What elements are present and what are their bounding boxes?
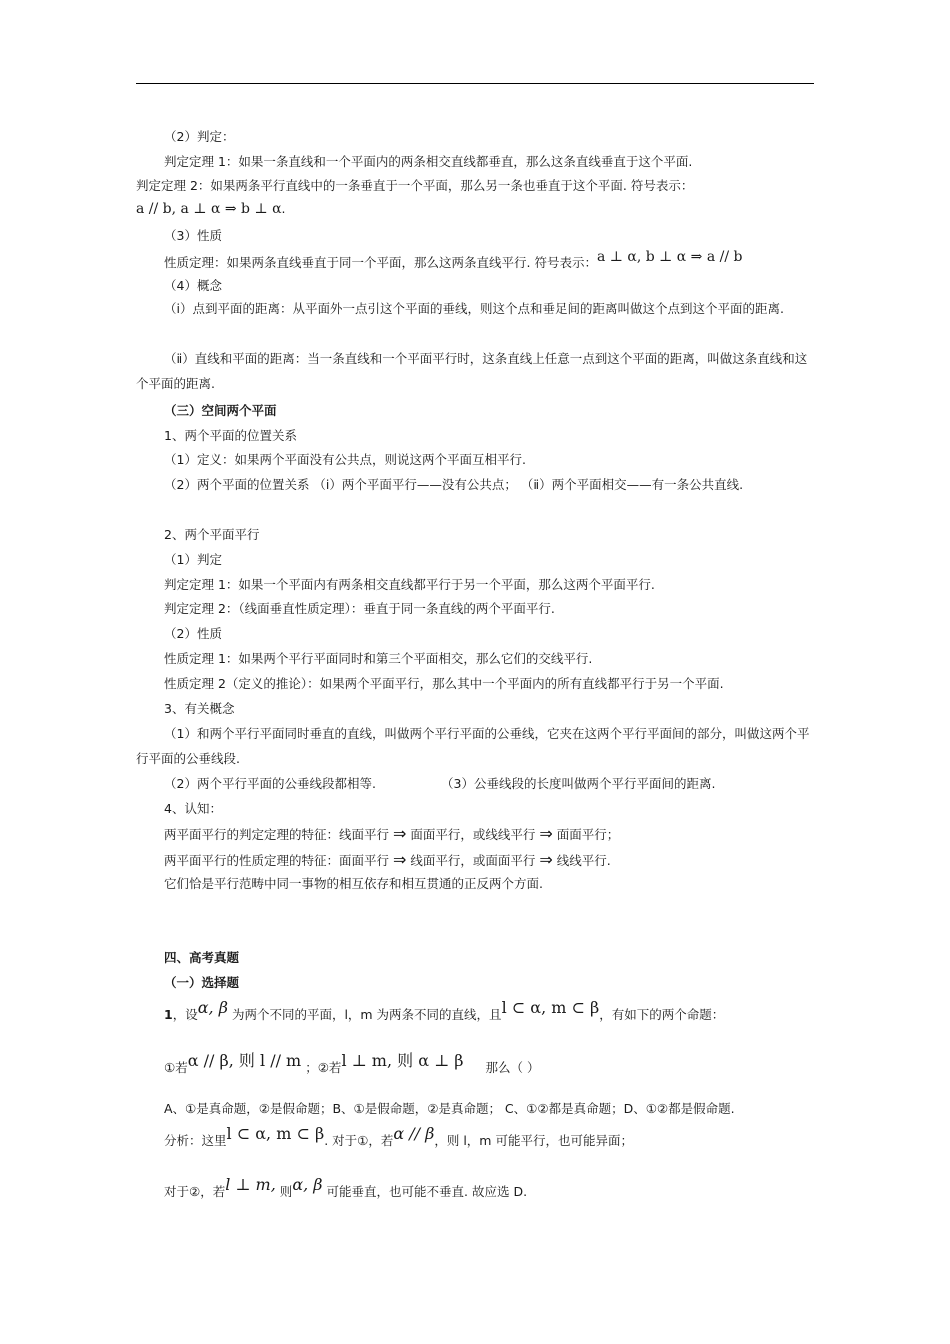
answer-blank: 那么（ ） [485, 1060, 540, 1075]
parallel-planes-heading: 2、两个平面平行 [164, 527, 260, 542]
proposition-2-formula: l ⊥ m, 则 α ⊥ β [341, 1051, 464, 1070]
formula-parallel-perp: a // b, a ⊥ α ⇒ b ⊥ α [136, 201, 282, 217]
cognition-text: 面面平行； [556, 827, 620, 842]
proposition-1-formula: α // β, 则 l // m [187, 1051, 302, 1070]
position-relation-text: （2）两个平面的位置关系 （ⅰ）两个平面平行——没有公共点； （ⅱ）两个平面相交——有一条公共直线. [164, 477, 744, 492]
common-perpendicular-concept: （1）和两个平行平面同时垂直的直线，叫做两个平行平面的公垂线，它夹在这两个平行平面间的部分，叫做这两个平行平面的公垂线段. [136, 726, 810, 766]
cognition-text: 线线平行. [556, 853, 611, 868]
parallel-judge-theorem-1: 判定定理 1：如果一个平面内有两条相交直线都平行于另一个平面，那么这两个平面平行. [164, 577, 655, 592]
analysis-parallel-formula: α // β [393, 1124, 435, 1143]
period: . [281, 201, 286, 216]
subset-condition-formula: l ⊂ α, m ⊂ β [501, 998, 600, 1017]
cognition-summary: 它们恰是平行范畴中同一事物的相互依存和相互贯通的正反两个方面. [164, 876, 543, 891]
implies-arrow-icon: ⇒ [393, 850, 407, 869]
judge-subheading: （1）判定 [164, 552, 222, 567]
section-exam-title: 四、高考真题 [164, 950, 240, 965]
header-rule [136, 83, 814, 84]
concept-line-plane-distance: （ⅱ）直线和平面的距离：当一条直线和一个平面平行时，这条直线上任意一点到这个平面的距离，叫做这条直线和这个平面的距离. [136, 351, 808, 391]
plane-distance-concept: （3）公垂线段的长度叫做两个平行平面间的距离. [441, 776, 716, 791]
property-subheading: （2）性质 [164, 626, 222, 641]
stem-text: 为两个不同的平面，l，m 为两条不同的直线，且 [231, 1007, 502, 1022]
stem-text: ，有如下的两个命题： [599, 1007, 725, 1022]
choice-subtitle: （一）选择题 [164, 975, 240, 990]
analysis-subset-formula: l ⊂ α, m ⊂ β [226, 1124, 325, 1143]
parallel-judge-theorem-2: 判定定理 2：（线面垂直性质定理）：垂直于同一条直线的两个平面平行. [164, 601, 555, 616]
judge-theorem-2-formula-line [136, 200, 814, 218]
parallel-definition: （1）定义：如果两个平面没有公共点，则说这两个平面互相平行. [164, 452, 526, 467]
analysis-text: 则 [279, 1184, 293, 1199]
cognition-text: 两平面平行的性质定理的特征：面面平行 [164, 853, 390, 868]
question-1-stem [164, 998, 814, 1024]
cognition-heading: 4、认知： [164, 801, 222, 816]
alpha-beta-formula: α, β [197, 998, 228, 1017]
property-theorem-line [164, 249, 814, 272]
judge-theorem-1: 判定定理 1：如果一条直线和一个平面内的两条相交直线都垂直，那么这条直线垂直于这个平面. [164, 154, 693, 169]
implies-arrow-icon: ⇒ [539, 850, 553, 869]
proposition-1-label: ①若 [164, 1060, 188, 1075]
analysis-conclusion: 可能垂直，也可能不垂直. 故应选 D. [326, 1184, 528, 1199]
cognition-text: 两平面平行的判定定理的特征：线面平行 [164, 827, 390, 842]
concept-point-plane-distance: （ⅰ）点到平面的距离：从平面外一点引这个平面的垂线，则这个点和垂足间的距离叫做这个点到这个平面的距离. [164, 301, 784, 316]
cognition-text: 面面平行，或线线平行 [410, 827, 536, 842]
cognition-property-line [164, 851, 814, 870]
property-theorem: 性质定理：如果两条直线垂直于同一个平面，那么这两条直线平行. 符号表示： [164, 255, 597, 270]
cognition-judge-line [164, 825, 814, 844]
analysis-text: ，则 l，m 可能平行，也可能异面； [434, 1133, 633, 1148]
proposition-2-label: ；②若 [305, 1060, 342, 1075]
parallel-property-theorem-2: 性质定理 2（定义的推论）：如果两个平面平行，那么其中一个平面内的所有直线都平行于另一个平面. [164, 676, 724, 691]
implies-arrow-icon: ⇒ [539, 824, 553, 843]
propositions-line [164, 1051, 814, 1077]
section-two-planes-title: （三）空间两个平面 [164, 403, 277, 418]
analysis-text: 分析：这里 [164, 1133, 227, 1148]
question-number: 1 [164, 1007, 173, 1022]
concepts-heading: 3、有关概念 [164, 701, 235, 716]
common-perpendicular-equal: （2）两个平行平面的公垂线段都相等. [164, 776, 376, 791]
position-relation-heading: 1、两个平面的位置关系 [164, 428, 297, 443]
cognition-text: 线面平行，或面面平行 [410, 853, 536, 868]
analysis-perp-formula: l ⊥ m, [225, 1175, 276, 1194]
analysis-line-1 [164, 1124, 814, 1150]
judge-heading: （2）判定： [164, 129, 235, 144]
formula-perp-parallel: a ⊥ α, b ⊥ α ⇒ a // b [596, 249, 743, 265]
analysis-alpha-beta-formula: α, β [292, 1175, 323, 1194]
property-heading: （3）性质 [164, 228, 222, 243]
question-1-options: A、①是真命题，②是假命题；B、①是假命题，②是真命题； C、①②都是真命题；D、①②都是假命题. [164, 1101, 735, 1116]
implies-arrow-icon: ⇒ [393, 824, 407, 843]
parallel-property-theorem-1: 性质定理 1：如果两个平行平面同时和第三个平面相交，那么它们的交线平行. [164, 651, 593, 666]
judge-theorem-2: 判定定理 2：如果两条平行直线中的一条垂直于一个平面，那么另一条也垂直于这个平面. 符号表示： [136, 178, 694, 193]
stem-text: ，设 [172, 1007, 198, 1022]
concept-heading: （4）概念 [164, 278, 222, 293]
analysis-text: 对于②，若 [164, 1184, 226, 1199]
analysis-text: . 对于①，若 [324, 1133, 394, 1148]
analysis-line-2 [164, 1175, 814, 1201]
